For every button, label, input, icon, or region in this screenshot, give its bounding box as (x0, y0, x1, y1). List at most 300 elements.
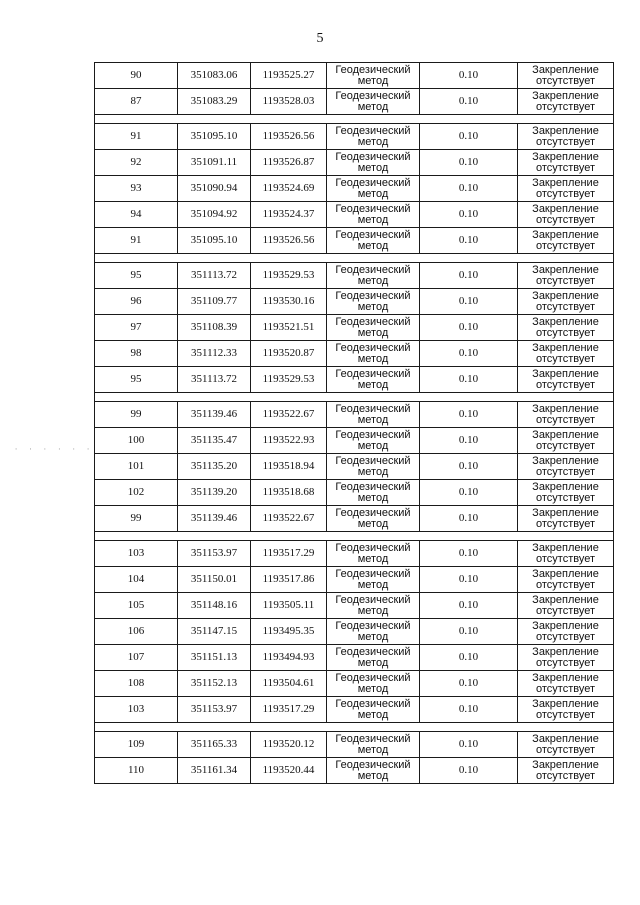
method-cell-line: Геодезический (335, 541, 411, 554)
group-separator-row (95, 532, 614, 541)
point-number-cell: 98 (95, 341, 178, 367)
fixation-status-cell-line: отсутствует (535, 517, 595, 530)
coordinates-table-body (95, 63, 614, 784)
method-cell (327, 619, 420, 645)
accuracy-cell: 0.10 (420, 758, 518, 784)
fixation-status-cell-line: Закрепление (532, 202, 599, 215)
fixation-status-cell-line: отсутствует (535, 74, 595, 87)
fixation-status-cell (518, 263, 614, 289)
method-cell-line: Геодезический (335, 124, 411, 137)
table-row (95, 124, 614, 150)
method-cell-line: метод (357, 161, 389, 174)
method-cell (327, 263, 420, 289)
fixation-status-cell (518, 63, 614, 89)
fixation-status-cell-line: отсутствует (535, 604, 595, 617)
group-separator-row (95, 723, 614, 732)
x-coordinate-cell: 351147.15 (178, 619, 251, 645)
fixation-status-cell-line: Закрепление (532, 506, 599, 519)
method-cell (327, 567, 420, 593)
method-cell-line: Геодезический (335, 402, 411, 415)
fixation-status-cell-line: Закрепление (532, 63, 599, 76)
method-cell-line: Геодезический (335, 63, 411, 76)
fixation-status-cell (518, 315, 614, 341)
accuracy-cell: 0.10 (420, 289, 518, 315)
table-row (95, 671, 614, 697)
fixation-status-cell-line: Закрепление (532, 341, 599, 354)
point-number-cell: 106 (95, 619, 178, 645)
accuracy-cell: 0.10 (420, 480, 518, 506)
accuracy-cell: 0.10 (420, 541, 518, 567)
table-row (95, 341, 614, 367)
y-coordinate-cell: 1193494.93 (251, 645, 327, 671)
fixation-status-cell-line: отсутствует (535, 413, 595, 426)
method-cell-line: метод (357, 300, 389, 313)
point-number-cell: 102 (95, 480, 178, 506)
x-coordinate-cell: 351109.77 (178, 289, 251, 315)
fixation-status-cell-line: Закрепление (532, 593, 599, 606)
fixation-status-cell-line: отсутствует (535, 491, 595, 504)
fixation-status-cell-line: отсутствует (535, 378, 595, 391)
y-coordinate-cell: 1193518.94 (251, 454, 327, 480)
table-row (95, 480, 614, 506)
point-number-cell: 96 (95, 289, 178, 315)
fixation-status-cell-line: отсутствует (535, 708, 595, 721)
table-row (95, 202, 614, 228)
fixation-status-cell (518, 150, 614, 176)
method-cell-line: Геодезический (335, 567, 411, 580)
fixation-status-cell (518, 176, 614, 202)
method-cell (327, 315, 420, 341)
y-coordinate-cell: 1193524.69 (251, 176, 327, 202)
fixation-status-cell (518, 428, 614, 454)
y-coordinate-cell: 1193529.53 (251, 367, 327, 393)
method-cell (327, 732, 420, 758)
y-coordinate-cell: 1193520.12 (251, 732, 327, 758)
group-separator-row (95, 254, 614, 263)
method-cell-line: метод (357, 743, 389, 756)
fixation-status-cell-line: Закрепление (532, 402, 599, 415)
method-cell (327, 402, 420, 428)
y-coordinate-cell: 1193522.67 (251, 402, 327, 428)
method-cell-line: метод (357, 578, 389, 591)
fixation-status-cell-line: Закрепление (532, 263, 599, 276)
point-number-cell: 93 (95, 176, 178, 202)
fixation-status-cell (518, 367, 614, 393)
group-separator-cell (95, 115, 614, 124)
y-coordinate-cell: 1193522.67 (251, 506, 327, 532)
method-cell-line: Геодезический (335, 428, 411, 441)
fixation-status-cell-line: Закрепление (532, 289, 599, 302)
group-separator-cell (95, 254, 614, 263)
fixation-status-cell (518, 697, 614, 723)
method-cell (327, 124, 420, 150)
accuracy-cell: 0.10 (420, 428, 518, 454)
fixation-status-cell (518, 567, 614, 593)
table-row (95, 428, 614, 454)
point-number-cell: 100 (95, 428, 178, 454)
method-cell-line: метод (357, 187, 389, 200)
method-cell (327, 341, 420, 367)
fixation-status-cell (518, 671, 614, 697)
method-cell (327, 593, 420, 619)
method-cell-line: Геодезический (335, 454, 411, 467)
fixation-status-cell-line: отсутствует (535, 100, 595, 113)
y-coordinate-cell: 1193517.86 (251, 567, 327, 593)
method-cell-line: Геодезический (335, 202, 411, 215)
method-cell (327, 645, 420, 671)
table-row (95, 758, 614, 784)
fixation-status-cell (518, 480, 614, 506)
method-cell-line: Геодезический (335, 150, 411, 163)
accuracy-cell: 0.10 (420, 593, 518, 619)
fixation-status-cell-line: отсутствует (535, 769, 595, 782)
fixation-status-cell-line: Закрепление (532, 454, 599, 467)
x-coordinate-cell: 351095.10 (178, 124, 251, 150)
x-coordinate-cell: 351135.47 (178, 428, 251, 454)
method-cell-line: Геодезический (335, 697, 411, 710)
fixation-status-cell (518, 454, 614, 480)
method-cell (327, 228, 420, 254)
method-cell (327, 150, 420, 176)
fixation-status-cell-line: Закрепление (532, 428, 599, 441)
table-row (95, 63, 614, 89)
accuracy-cell: 0.10 (420, 697, 518, 723)
method-cell-line: метод (357, 74, 389, 87)
fixation-status-cell (518, 645, 614, 671)
y-coordinate-cell: 1193530.16 (251, 289, 327, 315)
fixation-status-cell (518, 758, 614, 784)
method-cell (327, 89, 420, 115)
y-coordinate-cell: 1193524.37 (251, 202, 327, 228)
accuracy-cell: 0.10 (420, 63, 518, 89)
accuracy-cell: 0.10 (420, 619, 518, 645)
x-coordinate-cell: 351113.72 (178, 367, 251, 393)
fixation-status-cell-line: отсутствует (535, 326, 595, 339)
fixation-status-cell-line: Закрепление (532, 480, 599, 493)
method-cell-line: метод (357, 135, 389, 148)
fixation-status-cell (518, 541, 614, 567)
fixation-status-cell-line: отсутствует (535, 630, 595, 643)
method-cell-line: Геодезический (335, 315, 411, 328)
fixation-status-cell-line: Закрепление (532, 541, 599, 554)
table-row (95, 506, 614, 532)
point-number-cell: 99 (95, 402, 178, 428)
point-number-cell: 107 (95, 645, 178, 671)
accuracy-cell: 0.10 (420, 228, 518, 254)
method-cell-line: метод (357, 352, 389, 365)
table-row (95, 567, 614, 593)
accuracy-cell: 0.10 (420, 671, 518, 697)
point-number-cell: 105 (95, 593, 178, 619)
x-coordinate-cell: 351095.10 (178, 228, 251, 254)
method-cell-line: метод (357, 274, 389, 287)
fixation-status-cell (518, 202, 614, 228)
method-cell-line: Геодезический (335, 645, 411, 658)
fixation-status-cell-line: Закрепление (532, 367, 599, 380)
x-coordinate-cell: 351135.20 (178, 454, 251, 480)
page-number: 5 (316, 31, 324, 46)
accuracy-cell: 0.10 (420, 567, 518, 593)
method-cell (327, 671, 420, 697)
method-cell (327, 480, 420, 506)
point-number-cell: 95 (95, 263, 178, 289)
fixation-status-cell-line: Закрепление (532, 758, 599, 771)
fixation-status-cell-line: отсутствует (535, 352, 595, 365)
fixation-status-cell-line: Закрепление (532, 671, 599, 684)
accuracy-cell: 0.10 (420, 645, 518, 671)
method-cell-line: метод (357, 630, 389, 643)
group-separator-row (95, 393, 614, 402)
accuracy-cell: 0.10 (420, 150, 518, 176)
x-coordinate-cell: 351150.01 (178, 567, 251, 593)
method-cell-line: Геодезический (335, 671, 411, 684)
x-coordinate-cell: 351091.11 (178, 150, 251, 176)
point-number-cell: 97 (95, 315, 178, 341)
x-coordinate-cell: 351108.39 (178, 315, 251, 341)
point-number-cell: 103 (95, 541, 178, 567)
fixation-status-cell-line: Закрепление (532, 150, 599, 163)
fixation-status-cell-line: отсутствует (535, 578, 595, 591)
method-cell (327, 758, 420, 784)
fixation-status-cell (518, 89, 614, 115)
method-cell (327, 454, 420, 480)
accuracy-cell: 0.10 (420, 202, 518, 228)
point-number-cell: 90 (95, 63, 178, 89)
table-row (95, 367, 614, 393)
scan-artifact-dots: · · · · · · (14, 446, 94, 454)
method-cell-line: метод (357, 552, 389, 565)
fixation-status-cell (518, 402, 614, 428)
point-number-cell: 91 (95, 124, 178, 150)
fixation-status-cell-line: Закрепление (532, 89, 599, 102)
method-cell-line: Геодезический (335, 89, 411, 102)
x-coordinate-cell: 351139.46 (178, 402, 251, 428)
coordinates-table (94, 62, 614, 784)
x-coordinate-cell: 351094.92 (178, 202, 251, 228)
x-coordinate-cell: 351152.13 (178, 671, 251, 697)
method-cell-line: Геодезический (335, 480, 411, 493)
accuracy-cell: 0.10 (420, 176, 518, 202)
y-coordinate-cell: 1193521.51 (251, 315, 327, 341)
method-cell-line: метод (357, 239, 389, 252)
y-coordinate-cell: 1193528.03 (251, 89, 327, 115)
y-coordinate-cell: 1193520.44 (251, 758, 327, 784)
table-row (95, 454, 614, 480)
method-cell-line: Геодезический (335, 506, 411, 519)
method-cell-line: метод (357, 439, 389, 452)
table-row (95, 263, 614, 289)
y-coordinate-cell: 1193504.61 (251, 671, 327, 697)
accuracy-cell: 0.10 (420, 367, 518, 393)
table-row (95, 593, 614, 619)
table-row (95, 89, 614, 115)
fixation-status-cell-line: Закрепление (532, 124, 599, 137)
point-number-cell: 110 (95, 758, 178, 784)
table-row (95, 315, 614, 341)
y-coordinate-cell: 1193517.29 (251, 541, 327, 567)
point-number-cell: 95 (95, 367, 178, 393)
point-number-cell: 94 (95, 202, 178, 228)
y-coordinate-cell: 1193529.53 (251, 263, 327, 289)
table-row (95, 732, 614, 758)
accuracy-cell: 0.10 (420, 341, 518, 367)
table-row (95, 289, 614, 315)
table-row (95, 176, 614, 202)
fixation-status-cell-line: Закрепление (532, 228, 599, 241)
method-cell-line: метод (357, 100, 389, 113)
point-number-cell: 109 (95, 732, 178, 758)
fixation-status-cell-line: отсутствует (535, 161, 595, 174)
x-coordinate-cell: 351148.16 (178, 593, 251, 619)
y-coordinate-cell: 1193526.56 (251, 124, 327, 150)
accuracy-cell: 0.10 (420, 732, 518, 758)
y-coordinate-cell: 1193525.27 (251, 63, 327, 89)
accuracy-cell: 0.10 (420, 454, 518, 480)
y-coordinate-cell: 1193517.29 (251, 697, 327, 723)
method-cell (327, 541, 420, 567)
method-cell-line: Геодезический (335, 758, 411, 771)
x-coordinate-cell: 351151.13 (178, 645, 251, 671)
point-number-cell: 99 (95, 506, 178, 532)
point-number-cell: 92 (95, 150, 178, 176)
table-row (95, 541, 614, 567)
group-separator-row (95, 115, 614, 124)
fixation-status-cell-line: отсутствует (535, 300, 595, 313)
method-cell (327, 63, 420, 89)
method-cell-line: Геодезический (335, 263, 411, 276)
fixation-status-cell-line: отсутствует (535, 465, 595, 478)
fixation-status-cell-line: Закрепление (532, 176, 599, 189)
point-number-cell: 103 (95, 697, 178, 723)
method-cell (327, 176, 420, 202)
method-cell (327, 506, 420, 532)
fixation-status-cell-line: отсутствует (535, 656, 595, 669)
x-coordinate-cell: 351153.97 (178, 541, 251, 567)
method-cell-line: метод (357, 708, 389, 721)
table-row (95, 402, 614, 428)
accuracy-cell: 0.10 (420, 89, 518, 115)
fixation-status-cell (518, 619, 614, 645)
method-cell-line: метод (357, 656, 389, 669)
fixation-status-cell-line: Закрепление (532, 619, 599, 632)
fixation-status-cell-line: отсутствует (535, 439, 595, 452)
x-coordinate-cell: 351113.72 (178, 263, 251, 289)
fixation-status-cell-line: отсутствует (535, 135, 595, 148)
method-cell-line: Геодезический (335, 593, 411, 606)
method-cell-line: метод (357, 517, 389, 530)
method-cell-line: Геодезический (335, 176, 411, 189)
method-cell-line: метод (357, 213, 389, 226)
method-cell-line: Геодезический (335, 619, 411, 632)
fixation-status-cell-line: Закрепление (532, 567, 599, 580)
y-coordinate-cell: 1193526.56 (251, 228, 327, 254)
method-cell-line: метод (357, 378, 389, 391)
accuracy-cell: 0.10 (420, 506, 518, 532)
point-number-cell: 101 (95, 454, 178, 480)
x-coordinate-cell: 351153.97 (178, 697, 251, 723)
table-row (95, 619, 614, 645)
accuracy-cell: 0.10 (420, 263, 518, 289)
x-coordinate-cell: 351090.94 (178, 176, 251, 202)
y-coordinate-cell: 1193505.11 (251, 593, 327, 619)
y-coordinate-cell: 1193495.35 (251, 619, 327, 645)
method-cell-line: метод (357, 465, 389, 478)
fixation-status-cell-line: отсутствует (535, 682, 595, 695)
table-row (95, 228, 614, 254)
method-cell (327, 367, 420, 393)
point-number-cell: 91 (95, 228, 178, 254)
fixation-status-cell-line: Закрепление (532, 697, 599, 710)
method-cell-line: метод (357, 769, 389, 782)
method-cell (327, 428, 420, 454)
fixation-status-cell (518, 124, 614, 150)
group-separator-cell (95, 393, 614, 402)
method-cell-line: метод (357, 413, 389, 426)
fixation-status-cell (518, 593, 614, 619)
fixation-status-cell-line: отсутствует (535, 552, 595, 565)
fixation-status-cell-line: отсутствует (535, 213, 595, 226)
x-coordinate-cell: 351139.20 (178, 480, 251, 506)
fixation-status-cell (518, 506, 614, 532)
y-coordinate-cell: 1193518.68 (251, 480, 327, 506)
table-row (95, 150, 614, 176)
table-row (95, 697, 614, 723)
x-coordinate-cell: 351161.34 (178, 758, 251, 784)
x-coordinate-cell: 351139.46 (178, 506, 251, 532)
y-coordinate-cell: 1193520.87 (251, 341, 327, 367)
method-cell-line: метод (357, 604, 389, 617)
accuracy-cell: 0.10 (420, 124, 518, 150)
method-cell-line: Геодезический (335, 228, 411, 241)
fixation-status-cell (518, 732, 614, 758)
method-cell-line: Геодезический (335, 289, 411, 302)
method-cell-line: Геодезический (335, 341, 411, 354)
fixation-status-cell (518, 341, 614, 367)
fixation-status-cell-line: Закрепление (532, 315, 599, 328)
fixation-status-cell-line: отсутствует (535, 743, 595, 756)
y-coordinate-cell: 1193522.93 (251, 428, 327, 454)
method-cell (327, 697, 420, 723)
fixation-status-cell-line: отсутствует (535, 239, 595, 252)
accuracy-cell: 0.10 (420, 402, 518, 428)
x-coordinate-cell: 351083.06 (178, 63, 251, 89)
fixation-status-cell-line: Закрепление (532, 645, 599, 658)
point-number-cell: 87 (95, 89, 178, 115)
fixation-status-cell-line: Закрепление (532, 732, 599, 745)
fixation-status-cell (518, 289, 614, 315)
method-cell (327, 289, 420, 315)
method-cell-line: метод (357, 491, 389, 504)
method-cell-line: Геодезический (335, 367, 411, 380)
fixation-status-cell-line: отсутствует (535, 187, 595, 200)
accuracy-cell: 0.10 (420, 315, 518, 341)
fixation-status-cell (518, 228, 614, 254)
x-coordinate-cell: 351112.33 (178, 341, 251, 367)
fixation-status-cell-line: отсутствует (535, 274, 595, 287)
method-cell (327, 202, 420, 228)
method-cell-line: метод (357, 682, 389, 695)
point-number-cell: 108 (95, 671, 178, 697)
x-coordinate-cell: 351083.29 (178, 89, 251, 115)
group-separator-cell (95, 532, 614, 541)
method-cell-line: метод (357, 326, 389, 339)
x-coordinate-cell: 351165.33 (178, 732, 251, 758)
y-coordinate-cell: 1193526.87 (251, 150, 327, 176)
table-row (95, 645, 614, 671)
group-separator-cell (95, 723, 614, 732)
method-cell-line: Геодезический (335, 732, 411, 745)
point-number-cell: 104 (95, 567, 178, 593)
